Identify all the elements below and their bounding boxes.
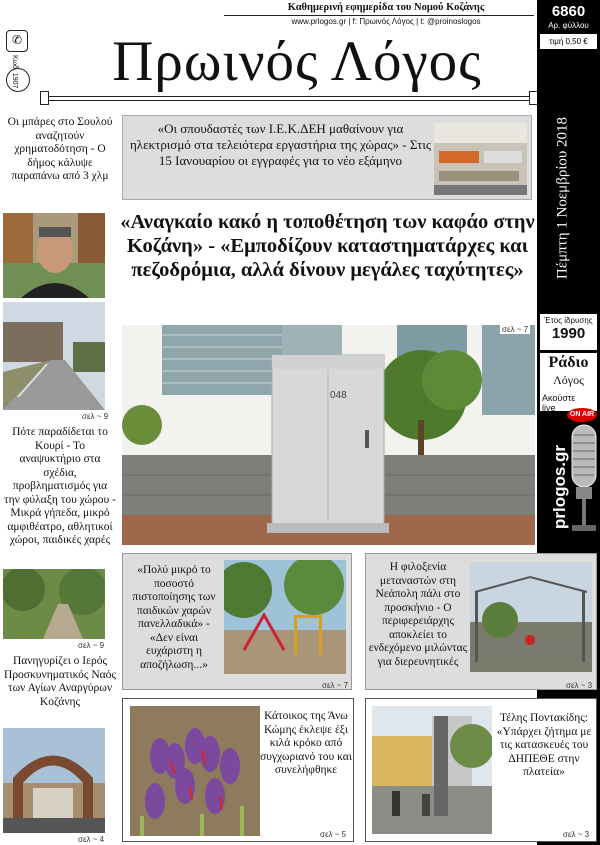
- radio-sub: Λόγος: [553, 373, 584, 387]
- left-story-2-page[interactable]: σελ ~ 9: [78, 641, 105, 650]
- left-story-2-title[interactable]: Πότε παραδίδεται το Κουρί - Το αναψυκτήριο στα σχέδια, προβληματισμός για την φύλαξη του χώρου - Μικρά γήπεδα, μικρό αμφιθέατρο, αθλητικοί χώροι, παιδικές χαρές: [4, 426, 116, 546]
- story-a-text[interactable]: «Πολύ μικρό το ποσοστό πιστοποίησης των παιδικών χαρών πανελλαδικά» - «Δεν είναι ευχάριστη η αποζήλωση...»: [132, 564, 216, 671]
- tagline-rule: [224, 15, 534, 16]
- story-d-text[interactable]: Τέλης Ποντακίδης: «Υπάρχει ζήτημα με τις κατασκευές του ΔΗΠΕΘΕ στην πλατεία»: [496, 712, 592, 778]
- main-headline[interactable]: «Αναγκαίο κακό η τοποθέτηση των καφάο στην Κοζάνη» - «Εμποδίζουν καταστηματάρχες και πεζοδρόμια, αλλά δίνουν μεγάλες ταχύτητες»: [120, 211, 535, 281]
- main-story-page[interactable]: σελ ~ 7: [502, 325, 529, 334]
- founded-year: 1990: [551, 325, 586, 342]
- cabinet-number: 048: [330, 390, 347, 401]
- story-a-page[interactable]: σελ ~ 7: [322, 681, 349, 690]
- left-story-3-title[interactable]: Πανηγυρίζει ο Ιερός Προσκυνηματικός Ναός των Αγίων Αναργύρων Κοζάνης: [4, 655, 116, 708]
- masthead-rule: [40, 96, 536, 101]
- founded-box: [540, 314, 597, 350]
- tagline: Καθημερινή εφημερίδα του Νομού Κοζάνης: [287, 2, 485, 13]
- founded-label: Έτος ίδρυσης: [544, 316, 593, 325]
- road-photo: [3, 302, 105, 410]
- fence-photo: [470, 562, 592, 672]
- left-column: [0, 108, 120, 845]
- saffron-photo: [130, 706, 260, 836]
- portrait-photo: [3, 213, 105, 298]
- story-b-text[interactable]: Η φιλοξενία μεταναστών στη Νεάπολη πάλι στο προσκήνιο - Ο περιφερειάρχης αποκλείει το ενδεχόμενο μιλώντας για διερευνητικές: [368, 561, 468, 668]
- issue-label: Αρ. φύλλου: [548, 21, 589, 30]
- left-story-3-page[interactable]: σελ ~ 4: [78, 835, 105, 844]
- story-d-page[interactable]: σελ ~ 3: [563, 830, 590, 839]
- listen-live: Ακούστε live: [542, 393, 576, 413]
- church-photo: [3, 728, 105, 833]
- code-label: Κωδ. 1907: [11, 55, 18, 89]
- left-story-1-page[interactable]: σελ ~ 9: [82, 412, 109, 421]
- left-story-1-title[interactable]: Οι μπάρες στο Σουλού αναζητούν χρηματοδότηση - Ο δήμος κάλυψε παραπάνω από 3 χλμ: [7, 116, 113, 182]
- radio-url[interactable]: prlogos.gr: [550, 444, 569, 530]
- issue-date: Πέμπτη 1 Νοεμβρίου 2018: [554, 116, 571, 279]
- seal-icon: [6, 68, 30, 92]
- square-photo: [372, 706, 492, 834]
- story-c-page[interactable]: σελ ~ 5: [320, 830, 347, 839]
- logo-icon: ✆: [6, 30, 28, 52]
- story-c-text[interactable]: Κάτοικος της Άνω Κώμης έκλεψε έξι κιλά κρόκο από συγχωριανό του και συνελήφθηκε: [260, 710, 352, 776]
- classroom-photo: [434, 123, 527, 195]
- price-badge: τιμή 0,50 €: [540, 34, 597, 49]
- story-b-page[interactable]: σελ ~ 3: [566, 681, 593, 690]
- main-photo: [122, 325, 535, 545]
- radio-name: Ράδιο: [548, 354, 589, 371]
- park-photo: [3, 569, 105, 639]
- teaser-text[interactable]: «Οι σπουδαστές των Ι.Ε.Κ.ΔΕΗ μαθαίνουν για ηλεκτρισμό στα τελειότερα εργαστήρια της χώρας» - Στις 15 Ιανουαρίου οι εγγραφές για το νέο εξάμηνο: [129, 121, 432, 168]
- microphone-icon: [566, 395, 600, 535]
- on-air-badge: ON AIR: [567, 408, 597, 422]
- playground-photo: [224, 560, 346, 674]
- masthead-title: Πρωινός Λόγος: [112, 30, 482, 93]
- issue-number: 6860: [551, 3, 586, 20]
- contacts-line[interactable]: www.prlogos.gr | f: Πρωινός Λόγος | t: @proinoslogos: [291, 17, 481, 26]
